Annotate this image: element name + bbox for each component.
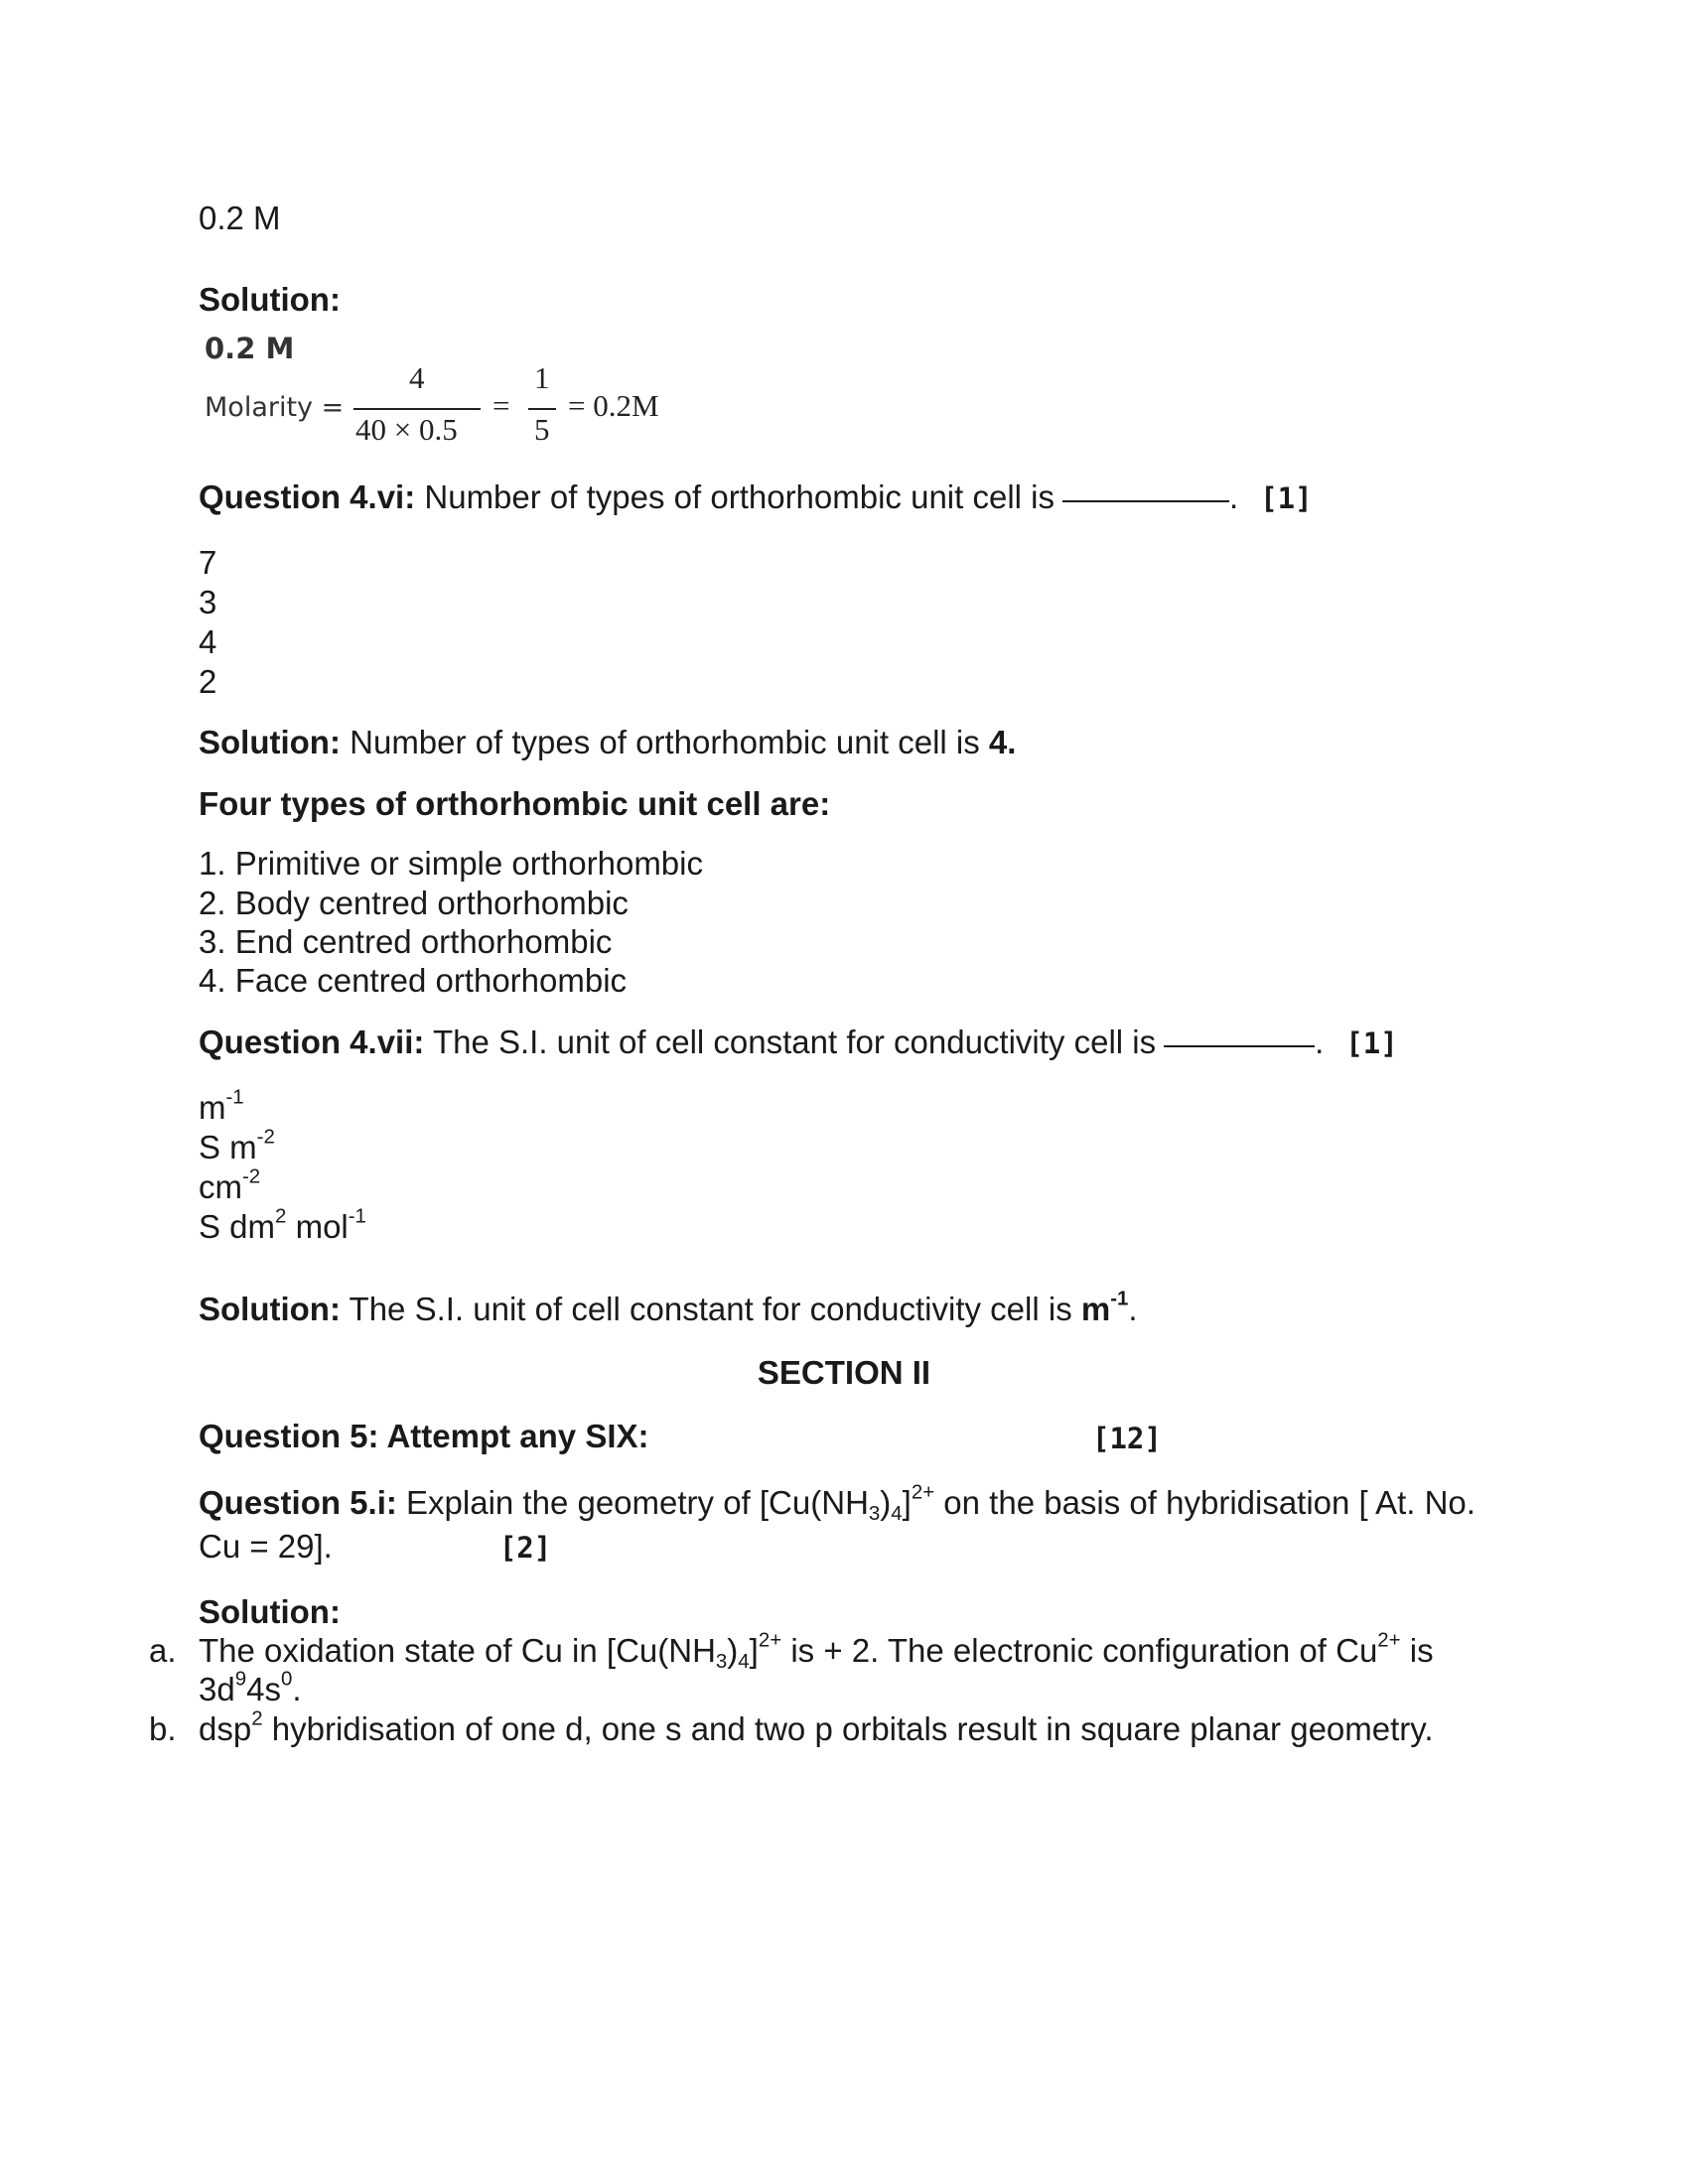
solution-4-vi [199, 723, 1016, 762]
solution-end: . [1128, 1291, 1138, 1327]
question-5-i-line2: Cu = 29]. [2] [199, 1528, 552, 1565]
solution-point-a-line2: $3d^94s^0$. [199, 1667, 302, 1707]
unit-base: cm [199, 1168, 242, 1205]
unit-base: m [199, 1089, 226, 1126]
marks: [1] [1345, 1026, 1398, 1060]
answer-blank [1164, 1044, 1315, 1047]
fraction-bar-2 [528, 408, 556, 410]
solution-point-a: The oxidation state of Cu in $[Cu(NH_3)_4]^{2+}$ is + 2. The electronic configuration of $Cu^{2+}$ is [199, 1628, 1434, 1674]
option-answer: 0.2 M [199, 200, 281, 236]
unit-option-3 [199, 1164, 261, 1207]
solution-label: Solution: [199, 281, 341, 318]
solution-label: Solution: [199, 724, 341, 760]
formula-numerator-2: 1 [534, 360, 550, 395]
solution-answer: $m^{-1}$ [1080, 1287, 1129, 1327]
question-end: . [1229, 478, 1239, 515]
unit-option-2 [199, 1125, 275, 1167]
solution-label: Solution: [199, 1291, 341, 1327]
question-4-vii [199, 1023, 1398, 1062]
unit-exponent: 2 [275, 1204, 287, 1228]
option-4: 2 [199, 663, 217, 700]
solution-text: Number of types of orthorhombic unit cell is [340, 724, 989, 760]
formula-lhs: Molarity = [205, 392, 345, 423]
question-text: Number of types of orthorhombic unit cell is [415, 478, 1055, 515]
formula-denominator-1: 40 × 0.5 [355, 412, 458, 447]
question-text: The S.I. unit of cell constant for conductivity cell is [424, 1024, 1157, 1060]
question-end: . [1315, 1024, 1325, 1060]
marks: [12] [1092, 1422, 1162, 1455]
solution-text: The S.I. unit of cell constant for conductivity cell is [340, 1291, 1081, 1327]
unit-base: mol [286, 1208, 349, 1245]
question-5-i: Question 5.i: Explain the geometry of $[Cu(NH_3)_4]^{2+}$ on the basis of hybridisation [ At. No. [199, 1480, 1476, 1526]
unit-option-1 [199, 1085, 244, 1128]
marks: [1] [1260, 481, 1313, 515]
question-label: Question 4.vii: [199, 1024, 425, 1060]
formula-denominator-2: 5 [534, 412, 550, 447]
solution-4-vii [199, 1287, 1138, 1329]
solution-answer: 0.2 M [205, 332, 295, 365]
list-marker-a: a. [149, 1632, 177, 1669]
unit-exponent: -1 [348, 1204, 366, 1228]
option-2: 3 [199, 584, 217, 620]
solution-answer: 4. [988, 724, 1017, 760]
question-label: Question 4.vi: [199, 478, 416, 515]
type-item-3: 3. End centred orthorhombic [199, 923, 613, 960]
formula-equals-1: = [492, 388, 510, 423]
marks: [2] [498, 1531, 552, 1565]
solution-label: Solution: [199, 1593, 341, 1630]
unit-option-4 [199, 1204, 366, 1247]
option-1: 7 [199, 544, 217, 581]
option-3: 4 [199, 623, 217, 660]
formula-result: = 0.2M [568, 388, 659, 423]
list-marker-b: b. [149, 1710, 177, 1747]
question-5-heading: Question 5: Attempt any SIX: [199, 1418, 649, 1454]
section-title: SECTION II [757, 1354, 931, 1391]
unit-exponent: -2 [242, 1164, 261, 1188]
unit-base: S m [199, 1129, 257, 1165]
question-4-vi [199, 478, 1313, 517]
molarity-formula [205, 362, 721, 462]
type-item-2: 2. Body centred orthorhombic [199, 885, 629, 921]
formula-numerator-1: 4 [409, 360, 425, 395]
unit-base: S dm [199, 1208, 276, 1245]
solution-point-b: dsp$^2$ hybridisation of one d, one s and two p orbitals result in square planar geometry. [199, 1706, 1434, 1747]
unit-exponent: -2 [256, 1125, 275, 1149]
type-item-1: 1. Primitive or simple orthorhombic [199, 845, 703, 882]
fraction-bar-1 [353, 408, 481, 410]
unit-exponent: -1 [225, 1085, 244, 1109]
answer-blank [1062, 499, 1229, 502]
type-item-4: 4. Face centred orthorhombic [199, 962, 628, 999]
types-heading: Four types of orthorhombic unit cell are: [199, 785, 831, 822]
question-label: Question 5.i: [199, 1484, 397, 1521]
